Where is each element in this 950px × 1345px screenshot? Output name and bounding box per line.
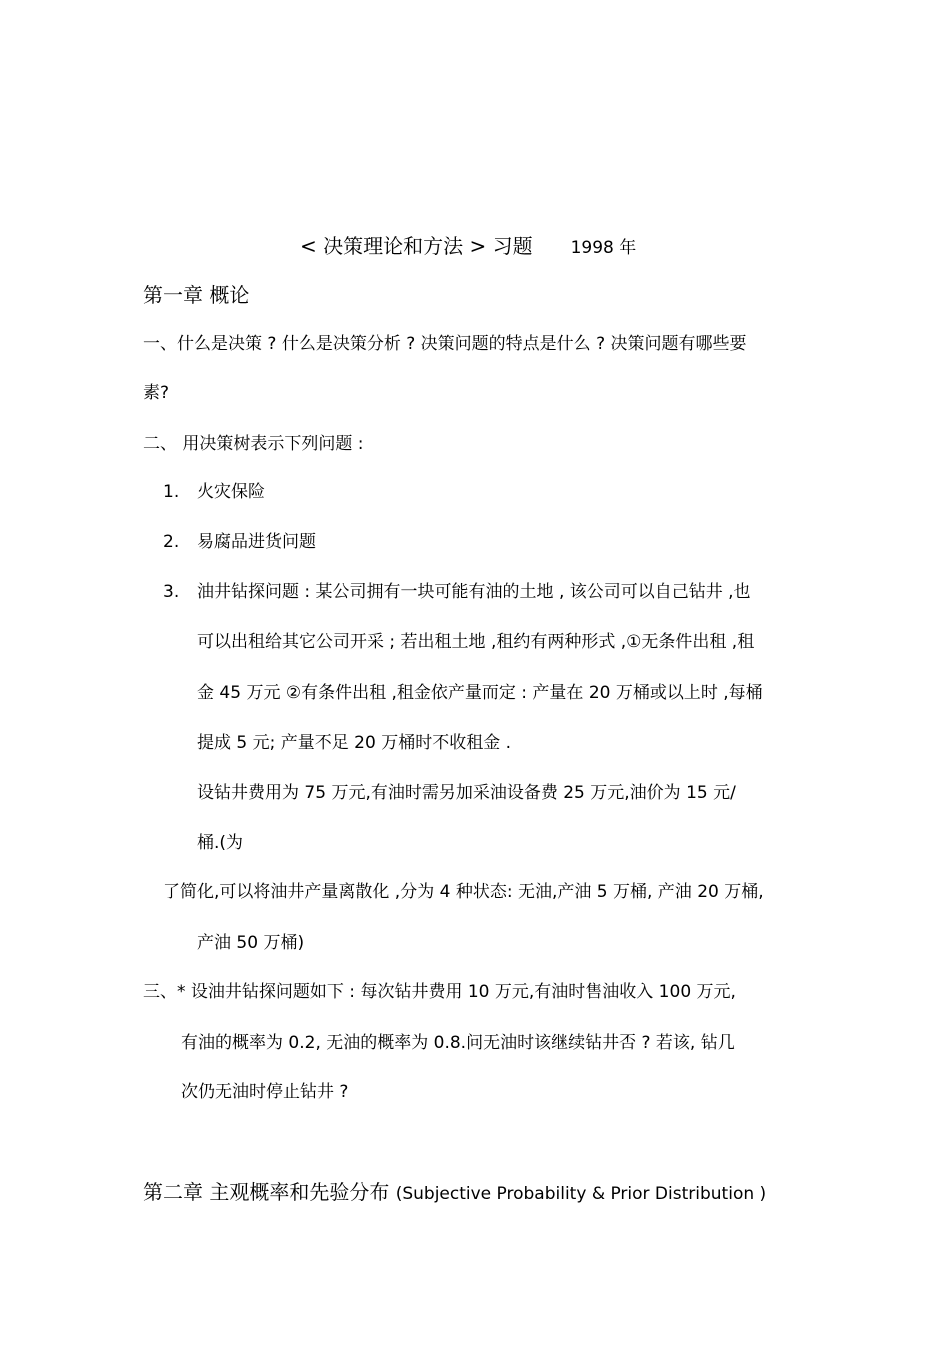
list-item-number: 1. xyxy=(163,482,180,502)
question-2: 二、 用决策树表示下列问题 : xyxy=(143,434,364,454)
chapter-2-english-title: (Subjective Probability & Prior Distribution ) xyxy=(395,1184,767,1204)
title-text: < 决策理论和方法 > 习题 xyxy=(300,234,533,258)
item-3-continuation: 可以出租给其它公司开采 ; 若出租土地 ,租约有两种形式 ,①无条件出租 ,租 xyxy=(197,632,755,652)
item-3-continuation: 桶.(为 xyxy=(197,833,244,853)
question-3-line-3: 次仍无油时停止钻井 ? xyxy=(181,1082,349,1102)
item-3-outdent-line: 了简化,可以将油井产量离散化 ,分为 4 种状态: 无油,产油 5 万桶, 产油 20 万桶, xyxy=(163,882,764,902)
question-1-line-2: 素? xyxy=(143,383,170,403)
item-3-last-line: 产油 50 万桶) xyxy=(197,933,305,953)
list-item-number: 3. xyxy=(163,582,180,602)
document-title xyxy=(300,234,636,260)
title-year: 1998 年 xyxy=(570,238,637,258)
list-item-number: 2. xyxy=(163,532,180,552)
list-item xyxy=(163,580,751,604)
item-3-continuation: 提成 5 元; 产量不足 20 万桶时不收租金 . xyxy=(197,733,512,753)
question-3-line-1: 三、* 设油井钻探问题如下 : 每次钻井费用 10 万元,有油时售油收入 100 万元, xyxy=(143,982,736,1002)
item-3-continuation: 设钻井费用为 75 万元,有油时需另加采油设备费 25 万元,油价为 15 元/ xyxy=(197,783,736,803)
chapter-2-title: 第二章 主观概率和先验分布 xyxy=(143,1180,390,1204)
list-item-text: 油井钻探问题 : 某公司拥有一块可能有油的土地 , 该公司可以自己钻井 ,也 xyxy=(197,582,751,602)
question-1-line-1: 一、什么是决策 ? 什么是决策分析 ? 决策问题的特点是什么 ? 决策问题有哪些要 xyxy=(143,334,747,354)
list-item-text: 易腐品进货问题 xyxy=(197,532,316,552)
chapter-2-heading xyxy=(143,1180,766,1206)
question-3-line-2: 有油的概率为 0.2, 无油的概率为 0.8.问无油时该继续钻井否 ? 若该, 钻几 xyxy=(181,1033,735,1053)
list-item xyxy=(163,530,316,554)
chapter-1-heading: 第一章 概论 xyxy=(143,283,250,307)
item-3-continuation: 金 45 万元 ②有条件出租 ,租金依产量而定 : 产量在 20 万桶或以上时 ,每桶 xyxy=(197,683,763,703)
list-item xyxy=(163,480,265,504)
list-item-text: 火灾保险 xyxy=(197,482,265,502)
